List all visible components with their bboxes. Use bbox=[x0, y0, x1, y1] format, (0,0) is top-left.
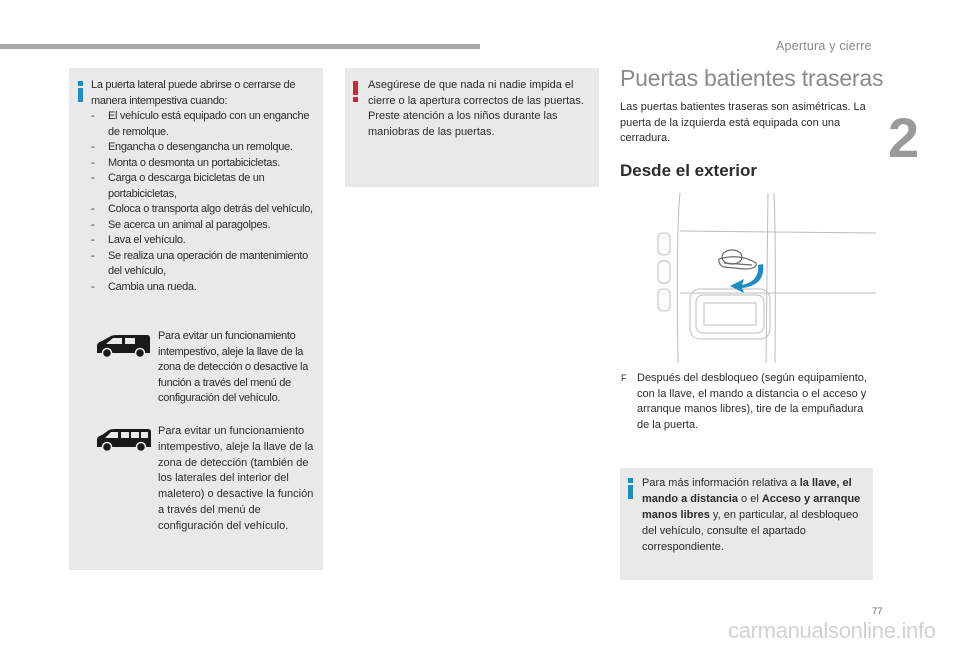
instruction-text: Después del desbloqueo (según equipamiento, con la llave, el mando a distancia o el acceso y arranque manos libres), tire de la empuñadura de la puerta. bbox=[637, 372, 867, 431]
info-text-bold: la llave, el mando a distancia bbox=[642, 477, 852, 505]
van-short-icon bbox=[95, 333, 153, 359]
list-item: - Monta o desmonta un portabicicletas. bbox=[91, 156, 317, 172]
warning-icon bbox=[352, 81, 360, 103]
van-long-icon bbox=[95, 427, 153, 453]
warning-text-2: Preste atención a los niños durante las maniobras de las puertas. bbox=[368, 110, 558, 138]
page-title: Puertas batientes traseras bbox=[620, 65, 884, 91]
bullet-marker: F bbox=[621, 373, 627, 383]
list-item: - Cambia una rueda. bbox=[91, 280, 317, 296]
list-item: - Engancha o desengancha un remolque. bbox=[91, 140, 317, 156]
info-text-part: y, en particular, al desbloqueo del vehículo, consulte el apartado correspondiente. bbox=[642, 509, 859, 553]
van-short-note: Para evitar un funcionamiento intempestivo, aleje la llave de la zona de detección o desactive la función a través del menú de configuración del vehículo. bbox=[158, 330, 309, 404]
warning-text bbox=[368, 78, 590, 140]
subheading-exterior: Desde el exterior bbox=[620, 161, 758, 180]
list-item: - Lava el vehículo. bbox=[91, 233, 317, 249]
side-door-intro: La puerta lateral puede abrirse o cerrarse de manera intempestiva cuando: bbox=[91, 79, 296, 107]
header-bar bbox=[0, 44, 480, 49]
list-item: - Coloca o transporta algo detrás del vehículo, bbox=[91, 202, 317, 218]
page-number: 77 bbox=[872, 606, 883, 617]
info-text-part: Para más información relativa a bbox=[642, 477, 800, 489]
section-title: Apertura y cierre bbox=[776, 39, 872, 53]
chapter-number: 2 bbox=[888, 106, 920, 169]
intro-paragraph: Las puertas batientes traseras son asimétricas. La puerta de la izquierda está equipada con una cerradura. bbox=[620, 101, 866, 144]
warning-text-1: Asegúrese de que nada ni nadie impida el cierre o la apertura correctos de las puertas. bbox=[368, 79, 584, 107]
rear-door-handle-illustration bbox=[620, 193, 876, 363]
watermark: carmanualsonline.info bbox=[728, 618, 936, 643]
van-long-note: Para evitar un funcionamiento intempestivo, aleje la llave de la zona de detección (también de los laterales del interior del maletero) o desactive la función a través del menú de configuración del vehículo. bbox=[158, 425, 314, 532]
list-item: - El vehículo está equipado con un enganche de remolque. bbox=[91, 109, 317, 140]
info-text-bold: Acceso y arranque manos libres bbox=[642, 493, 861, 521]
info-icon bbox=[77, 81, 85, 103]
list-item: - Se acerca un animal al paragolpes. bbox=[91, 218, 317, 234]
info-text-part: o el bbox=[737, 493, 762, 505]
list-item: - Carga o descarga bicicletas de un portabicicletas, bbox=[91, 171, 317, 202]
side-door-conditions-list bbox=[91, 109, 317, 295]
info-icon bbox=[627, 478, 635, 500]
list-item: - Se realiza una operación de mantenimiento del vehículo, bbox=[91, 249, 317, 280]
more-info-text bbox=[642, 475, 870, 555]
